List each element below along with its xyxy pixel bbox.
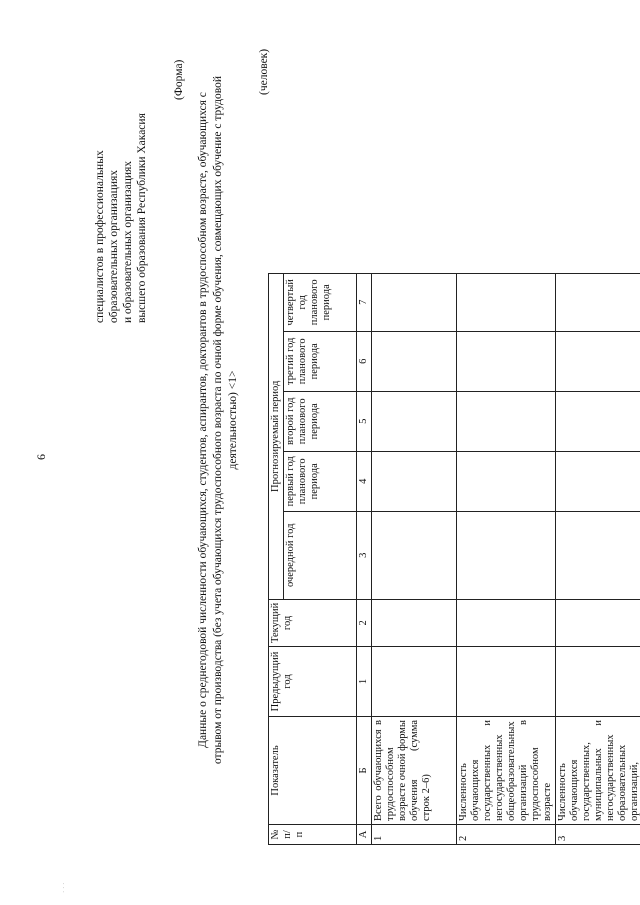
row-indicator: Численность обучающихся государственных и негосударственных общеобразовательных организаций в трудоспособном возрасте [457,717,556,825]
cell [457,647,556,717]
row-indicator: Всего обучающихся в трудоспособном возрасте очной формы обучения (сумма строк 2–6) [372,717,457,825]
header-line: высшего образования Республики Хакасия [136,113,148,323]
header-next-year: очередной год [284,511,357,599]
table-row [556,273,640,844]
column-number: 1 [357,647,372,717]
header-num: № п/п [269,825,357,845]
cell [372,331,457,391]
cell [457,451,556,511]
header-second-year: второй год планового периода [284,391,357,451]
cell [457,331,556,391]
cell [556,331,640,391]
header-line: образовательных организациях [108,169,120,323]
cell [372,647,457,717]
column-number: 7 [357,273,372,331]
scan-edge-mark: · · · [60,882,68,893]
header-line: и образовательных организациях [122,160,134,323]
column-number: 5 [357,391,372,451]
column-number: 4 [357,451,372,511]
column-number: Б [357,717,372,825]
row-indicator: Численность обучающихся государственных, муниципальных и негосударственных образовательных организаций, [556,717,640,825]
header-current-year: Текущий год [269,599,357,646]
table-row [457,273,556,844]
cell [372,511,457,599]
cell [372,599,457,646]
form-label: (Форма) [173,59,185,100]
header-row [269,273,284,844]
unit-label: (человек) [258,48,270,95]
cell [372,451,457,511]
data-table [268,273,640,845]
cell [556,391,640,451]
header-forecast-period: Прогнозируемый период [269,273,284,599]
column-number: 3 [357,511,372,599]
header-line: специалистов в профессиональных [94,150,106,323]
cell [457,511,556,599]
column-number: А [357,825,372,845]
column-number: 6 [357,331,372,391]
row-number: 1 [372,825,457,845]
row-number: 3 [556,825,640,845]
column-number: 2 [357,599,372,646]
header-fourth-year: четвертый год планового периода [284,273,357,331]
cell [372,273,457,331]
cell [457,599,556,646]
table-row [372,273,457,844]
header-previous-year: Предыдущий год [269,647,357,717]
cell [556,511,640,599]
header-indicator: Показатель [269,717,357,825]
page-number: 6 [34,454,48,460]
cell [556,647,640,717]
column-number-row [357,273,372,844]
row-number: 2 [457,825,556,845]
cell [556,273,640,331]
cell [556,599,640,646]
document-title: Данные о среднегодовой численности обучающихся, студентов, аспирантов, докторантов в трудоспособном возрасте, обучающихся с отрывом от производства (без учета обучающихся трудоспособного возраста по очной форме обучения, совмещающих обучение с трудовой деятельностью) <1> [197,75,239,765]
header-first-year: первый год планового периода [284,451,357,511]
header-third-year: третий год планового периода [284,331,357,391]
cell [556,451,640,511]
cell [457,273,556,331]
cell [372,391,457,451]
cell [457,391,556,451]
header-block [93,113,149,323]
